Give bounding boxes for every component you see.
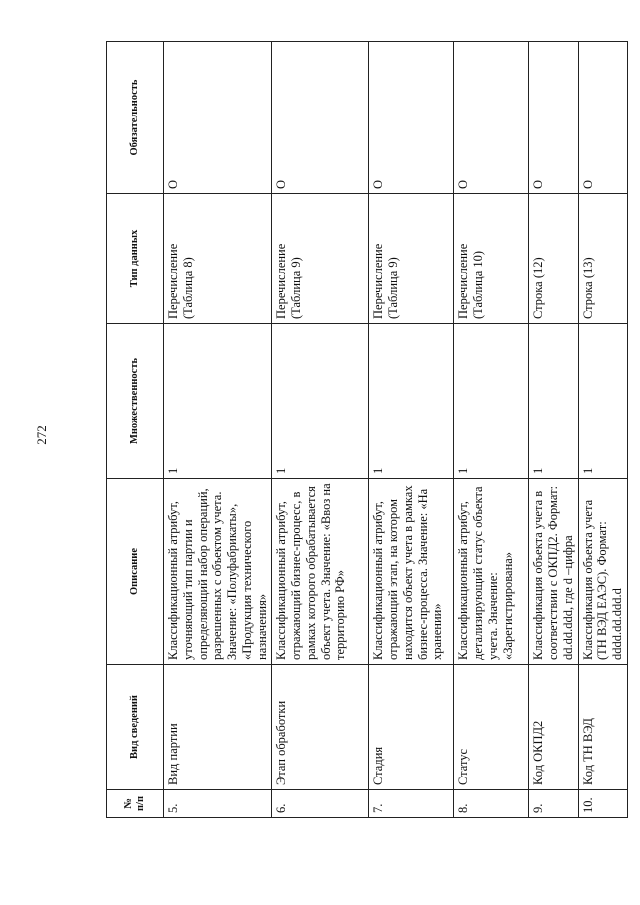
cell-num: 7. <box>369 790 454 818</box>
table-row <box>369 42 454 818</box>
cell-num: 6. <box>272 790 369 818</box>
header-num: № п/п <box>107 790 164 818</box>
cell-data-type: Строка (13) <box>578 194 627 324</box>
cell-num: 9. <box>529 790 578 818</box>
cell-kind: Стадия <box>369 665 454 790</box>
cell-multiplicity: 1 <box>578 324 627 479</box>
cell-multiplicity: 1 <box>272 324 369 479</box>
table-row <box>272 42 369 818</box>
cell-data-type: Перечисление (Таблица 10) <box>454 194 529 324</box>
cell-description: Классификационный атрибут, отражающий этап, на котором находится объект учета в рамках бизнес-процесса. Значение: «На хранении» <box>369 479 454 665</box>
cell-multiplicity: 1 <box>369 324 454 479</box>
cell-num: 8. <box>454 790 529 818</box>
cell-kind: Код ОКПД2 <box>529 665 578 790</box>
cell-data-type: Перечисление (Таблица 8) <box>164 194 272 324</box>
table-row <box>529 42 578 818</box>
cell-required: О <box>369 42 454 194</box>
cell-data-type: Перечисление (Таблица 9) <box>272 194 369 324</box>
table-row <box>578 42 627 818</box>
cell-required: О <box>529 42 578 194</box>
cell-kind: Этап обработки <box>272 665 369 790</box>
header-description: Описание <box>107 479 164 665</box>
cell-required: О <box>578 42 627 194</box>
cell-kind: Вид партии <box>164 665 272 790</box>
cell-required: О <box>164 42 272 194</box>
table-header-row <box>107 42 164 818</box>
page-number: 272 <box>34 425 49 445</box>
cell-required: О <box>454 42 529 194</box>
cell-kind: Код ТН ВЭД <box>578 665 627 790</box>
cell-num: 10. <box>578 790 627 818</box>
cell-description: Классификация объекта учета (ТН ВЭД ЕАЭС). Формат: dddd.dd.ddd.d <box>578 479 627 665</box>
cell-num: 5. <box>164 790 272 818</box>
cell-description: Классификационный атрибут, детализирующий статус объекта учета. Значение: «Зарегистрирована» <box>454 479 529 665</box>
cell-description: Классификационный атрибут, уточняющий тип партии и определяющий набор операций, разрешенных с объектом учета. Значение: «Полуфабрикаты», «Продукция технического назначения» <box>164 479 272 665</box>
cell-data-type: Строка (12) <box>529 194 578 324</box>
cell-multiplicity: 1 <box>454 324 529 479</box>
cell-multiplicity: 1 <box>164 324 272 479</box>
cell-kind: Статус <box>454 665 529 790</box>
header-kind: Вид сведений <box>107 665 164 790</box>
cell-description: Классификационный атрибут, отражающий бизнес-процесс, в рамках которого обрабатывается объект учета. Значение: «Ввоз на территорию РФ» <box>272 479 369 665</box>
cell-required: О <box>272 42 369 194</box>
cell-multiplicity: 1 <box>529 324 578 479</box>
header-required: Обязательность <box>107 42 164 194</box>
cell-data-type: Перечисление (Таблица 9) <box>369 194 454 324</box>
data-table-container <box>106 42 624 818</box>
header-multiplicity: Множественность <box>107 324 164 479</box>
data-table <box>106 41 628 818</box>
table-row <box>454 42 529 818</box>
cell-description: Классификация объекта учета в соответствии с ОКПД2. Формат: dd.dd.ddd, где d –цифра <box>529 479 578 665</box>
table-row <box>164 42 272 818</box>
header-data-type: Тип данных <box>107 194 164 324</box>
